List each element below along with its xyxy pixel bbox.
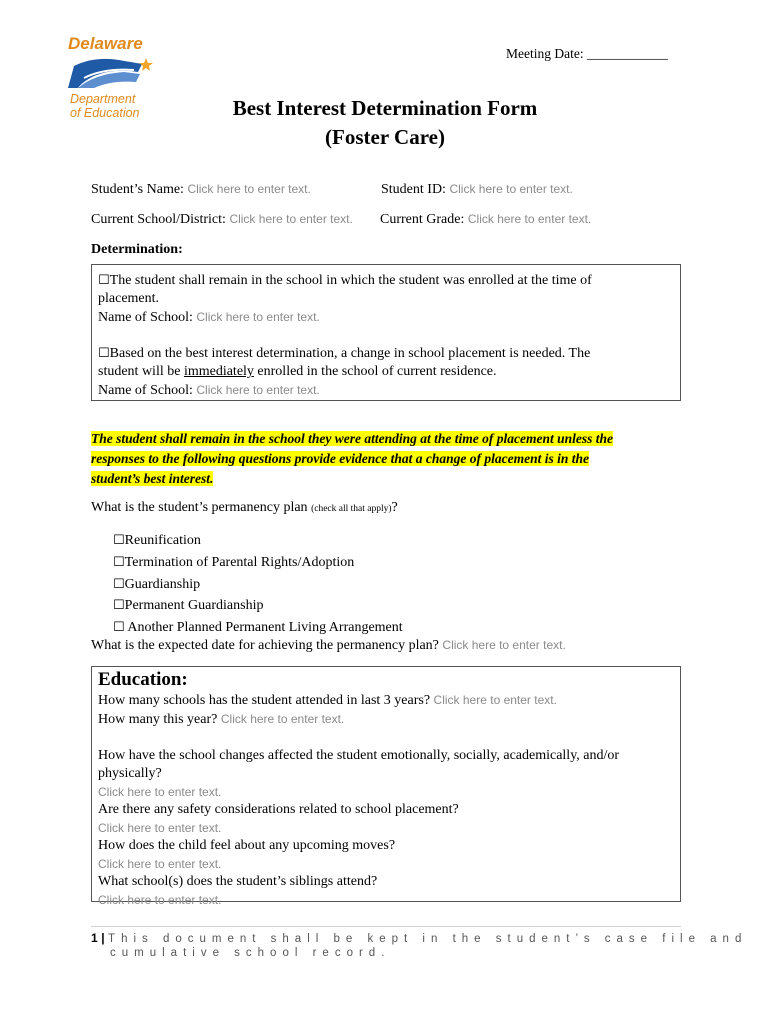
immediately-underlined: immediately [183,364,254,379]
remain-school-label: Name of School: [98,310,193,325]
footer-separator: | [101,931,105,945]
option-remain-row [98,272,680,290]
q-schools-attended: How many schools has the student attended in last 3 years? Click here to enter text. [98,693,557,708]
q-upcoming-moves: How does the child feel about any upcoming moves? [98,838,396,853]
notice-line-1: The student shall remain in the school they were attending at the time of placement unless the [91,431,614,446]
delaware-map-icon [64,54,154,90]
remain-school-row [98,308,680,327]
q-changes-affected-2: physically? [98,766,162,781]
schools-attended-input[interactable]: Click here to enter text. [433,693,557,707]
q-safety: Are there any safety considerations related to school placement? [98,802,459,817]
footer-line-1: This document shall be kept in the student’s case file and [108,933,748,945]
current-grade-row [380,212,591,228]
student-name-row [91,182,311,198]
determination-heading: Determination: [91,242,183,257]
change-school-label: Name of School: [98,383,193,398]
upcoming-moves-input[interactable]: Click here to enter text. [98,857,222,871]
logo-title: Delaware [68,34,143,53]
expected-date-label: What is the expected date for achieving the permanency plan? [91,638,439,653]
student-name-label: Student’s Name: [91,182,184,197]
change-text-2: student will be immediately enrolled in the school of current residence. [98,364,497,379]
remain-text-2: placement. [98,291,160,306]
option-guardianship[interactable]: ☐Guardianship [113,576,201,592]
q-this-year: How many this year? Click here to enter text. [98,712,345,727]
page-number: 1 [91,931,98,945]
permanency-question: What is the student’s permanency plan (check all that apply)? [91,500,398,515]
student-name-input[interactable]: Click here to enter text. [187,182,311,196]
appla-checkbox[interactable]: ☐ [113,620,125,636]
education-heading: Education: [98,669,188,690]
change-text-1: Based on the best interest determination, a change in school placement is needed. The [109,346,591,361]
education-box [91,666,681,907]
changes-affected-input[interactable]: Click here to enter text. [98,785,222,799]
reunification-checkbox[interactable]: ☐ [113,533,125,548]
notice-line-2: responses to the following questions provide evidence that a change of placement is in the [91,451,589,466]
siblings-input[interactable]: Click here to enter text. [98,893,222,907]
footer [91,931,747,947]
change-checkbox[interactable]: ☐ [98,346,110,361]
change-school-input[interactable]: Click here to enter text. [196,383,320,397]
change-school-row [98,381,680,400]
safety-input[interactable]: Click here to enter text. [98,821,222,835]
q-changes-affected-1: How have the school changes affected the student emotionally, socially, academically, and/or [98,748,620,763]
logo-sub-1: Department [70,92,136,106]
expected-date-row [91,638,566,654]
current-school-row [91,212,353,228]
option-appla[interactable]: ☐ Another Planned Permanent Living Arrangement [113,620,403,636]
determination-box [91,264,681,401]
current-school-input[interactable]: Click here to enter text. [229,212,353,226]
remain-checkbox[interactable]: ☐ [98,273,110,288]
notice-line-3: student’s best interest. [91,471,214,486]
student-id-row [381,182,573,198]
meeting-date-label: Meeting Date: ____________ [506,46,668,61]
remain-school-input[interactable]: Click here to enter text. [196,310,320,324]
permanent-guardianship-checkbox[interactable]: ☐ [113,598,125,614]
option-reunification[interactable]: ☐Reunification [113,533,201,548]
q-siblings: What school(s) does the student’s siblings attend? [98,874,378,889]
logo-sub-2: of Education [70,106,140,120]
expected-date-input[interactable]: Click here to enter text. [442,638,566,652]
footer-rule [91,926,681,927]
option-change-row [98,345,680,363]
guardianship-checkbox[interactable]: ☐ [113,576,125,592]
termination-checkbox[interactable]: ☐ [113,554,125,570]
option-permanent-guardianship[interactable]: ☐Permanent Guardianship [113,598,264,614]
remain-text-1: The student shall remain in the school in which the student was enrolled at the time of [109,273,592,288]
current-grade-label: Current Grade: [380,212,465,227]
student-id-input[interactable]: Click here to enter text. [449,182,573,196]
current-grade-input[interactable]: Click here to enter text. [467,212,592,226]
footer-line-2: cumulative school record. [110,947,391,959]
form-title: Best Interest Determination Form [232,96,538,120]
form-subtitle: (Foster Care) [325,125,445,149]
student-id-label: Student ID: [381,182,446,197]
permanency-options [113,530,403,639]
option-termination[interactable]: ☐Termination of Parental Rights/Adoption [113,554,355,570]
current-school-label: Current School/District: [91,212,226,227]
highlighted-notice [91,429,613,489]
this-year-input[interactable]: Click here to enter text. [220,712,345,726]
